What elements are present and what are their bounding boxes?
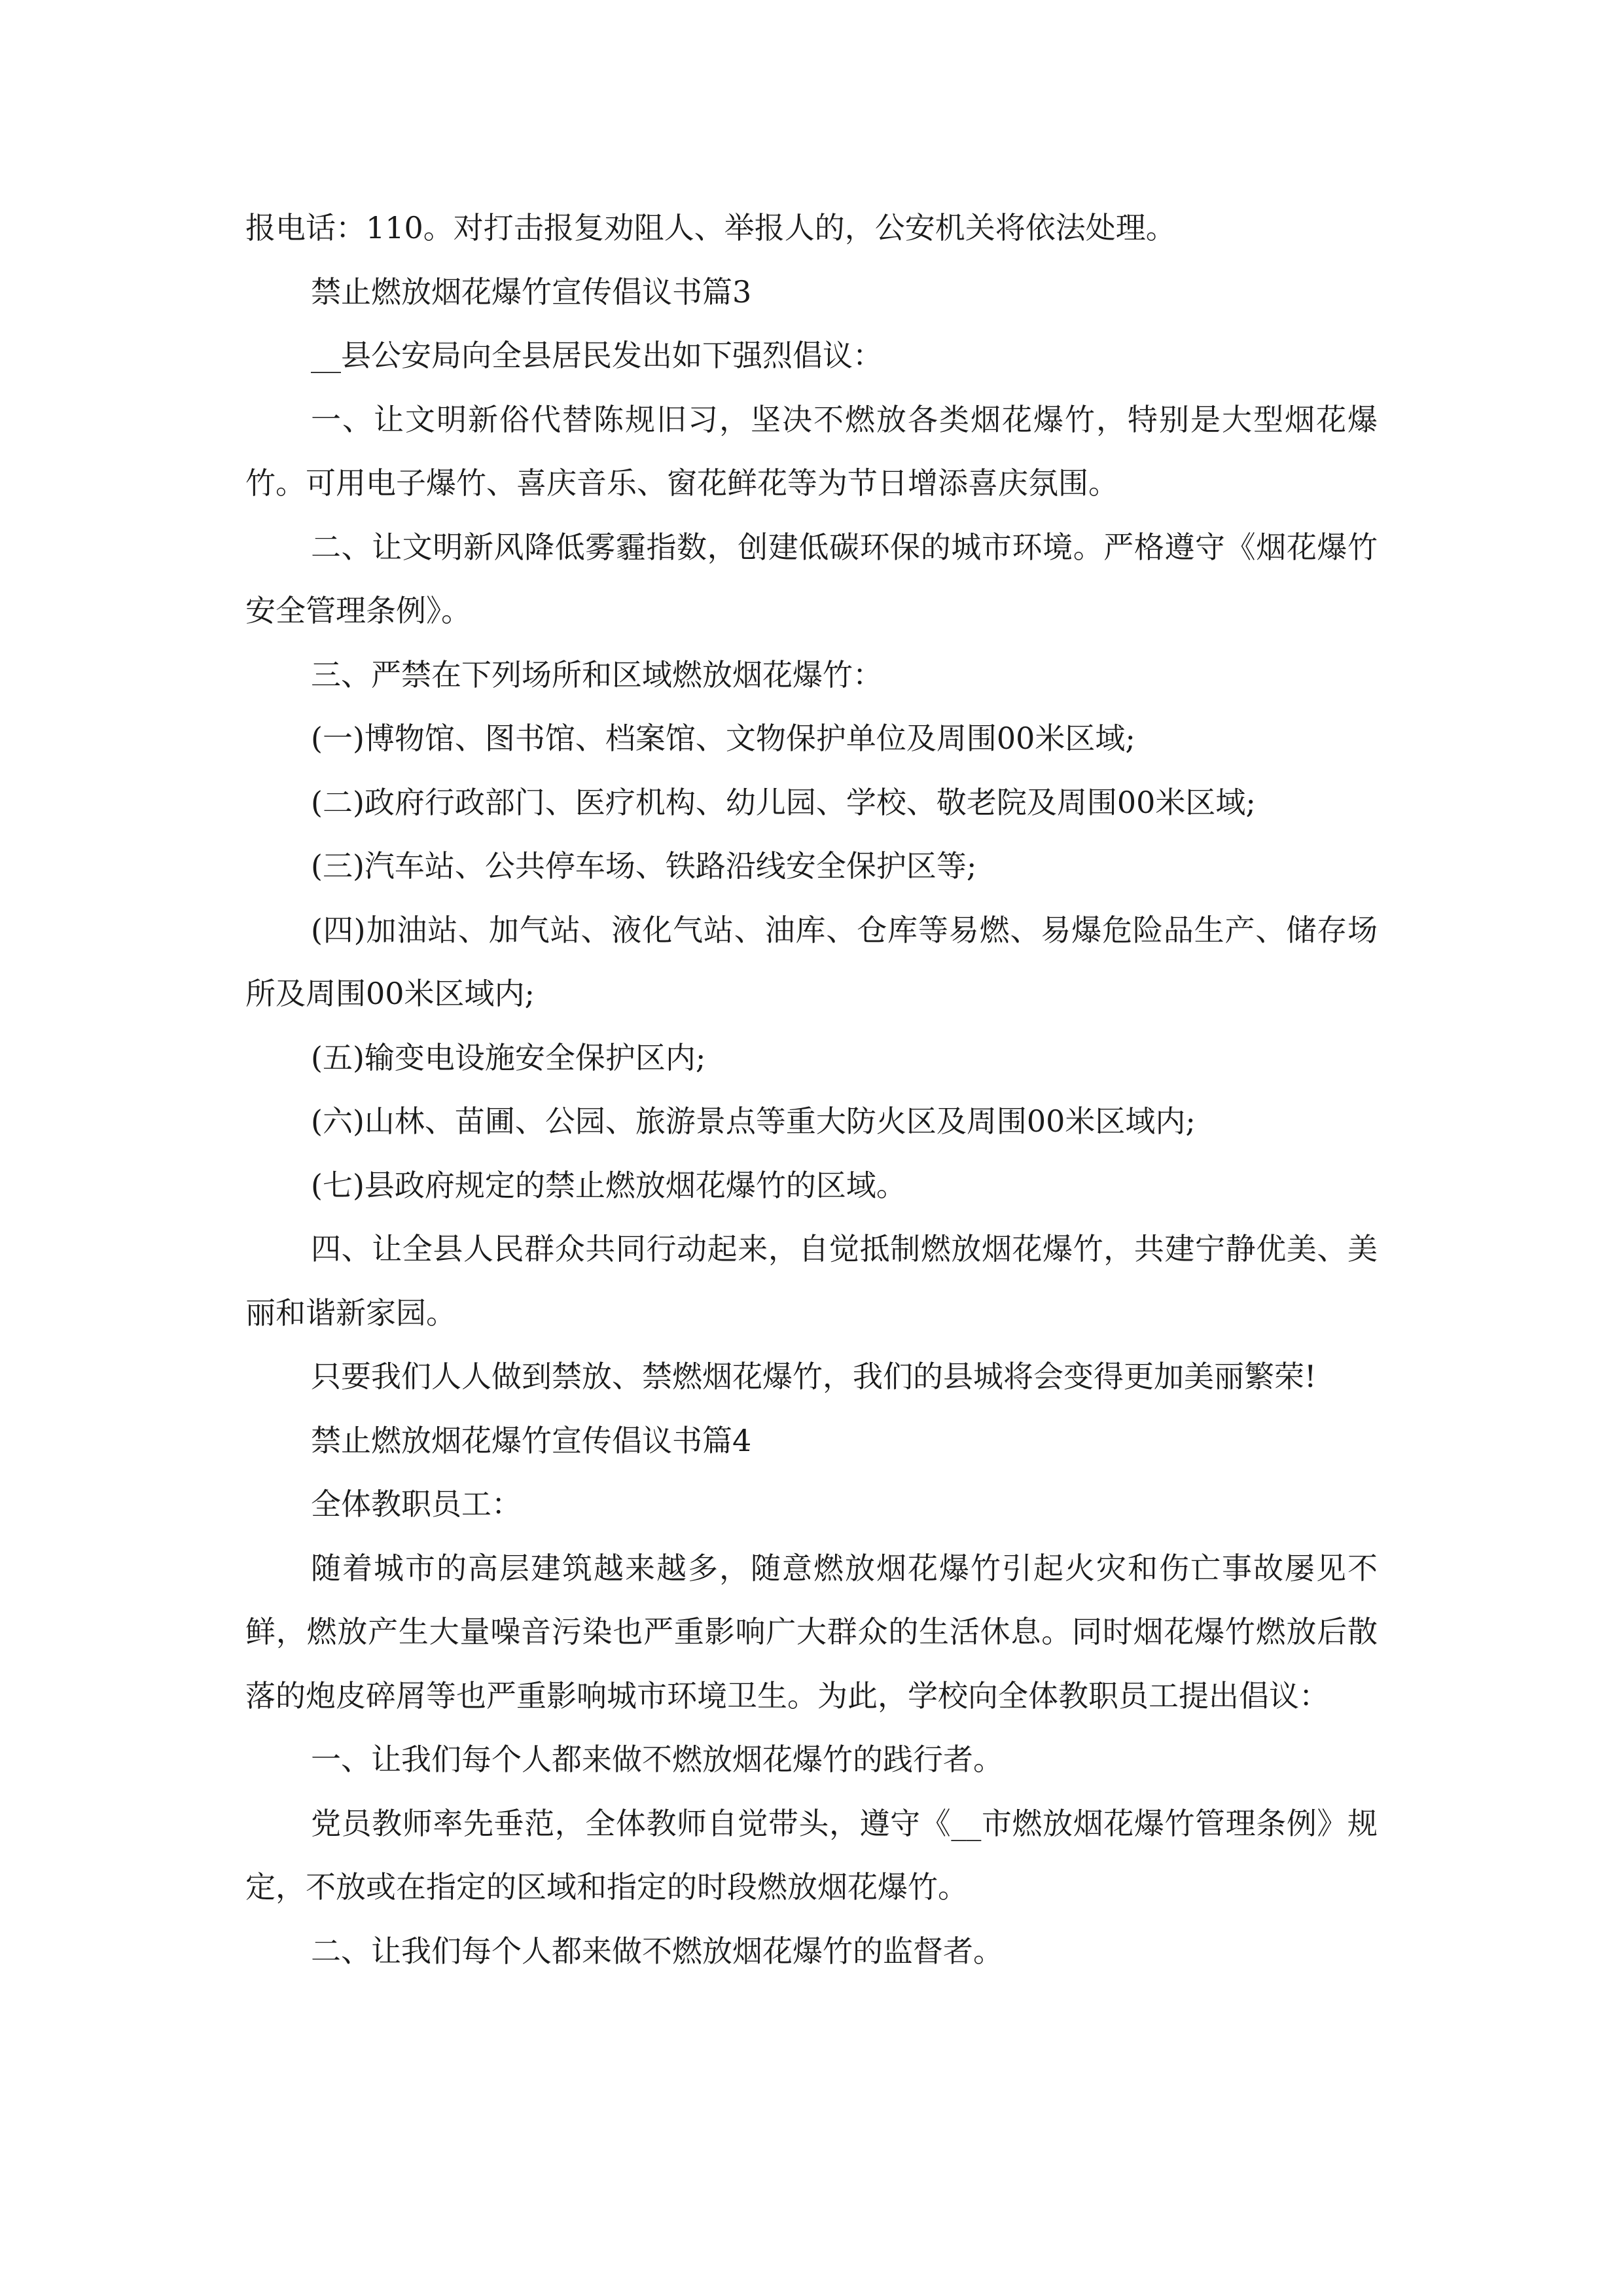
paragraph-report-phone: 报电话：110。对打击报复劝阻人、举报人的，公安机关将依法处理。 — [245, 210, 1176, 245]
paragraph-item-2: 二、让文明新风降低雾霾指数，创建低碳环保的城市环境。严格遵守《烟花爆竹安全管理条例》。 — [245, 529, 1378, 628]
section-heading-3: 禁止燃放烟花爆竹宣传倡议书篇3 — [311, 274, 752, 310]
document-body — [245, 196, 1378, 1983]
paragraph-item-1: 一、让文明新俗代替陈规旧习，坚决不燃放各类烟花爆竹，特别是大型烟花爆竹。可用电子爆竹、喜庆音乐、窗花鲜花等为节日增添喜庆氛围。 — [245, 401, 1378, 501]
list-item-area-4: (四)加油站、加气站、液化气站、油库、仓库等易燃、易爆危险品生产、储存场所及周围00米区域内; — [245, 912, 1378, 1011]
list-item-area-5: (五)输变电设施安全保护区内; — [311, 1039, 706, 1075]
paragraph-closing: 只要我们人人做到禁放、禁燃烟花爆竹，我们的县城将会变得更加美丽繁荣! — [311, 1359, 1317, 1394]
paragraph-proposal-2: 二、让我们每个人都来做不燃放烟花爆竹的监督者。 — [311, 1933, 1003, 1969]
list-item-area-3: (三)汽车站、公共停车场、铁路沿线安全保护区等; — [311, 848, 977, 884]
paragraph-item-4: 四、让全县人民群众共同行动起来，自觉抵制燃放烟花爆竹，共建宁静优美、美丽和谐新家园。 — [245, 1231, 1378, 1331]
paragraph-item-3: 三、严禁在下列场所和区域燃放烟花爆竹： — [311, 656, 883, 692]
paragraph-salutation: 全体教职员工： — [311, 1486, 522, 1522]
list-item-area-1: (一)博物馆、图书馆、档案馆、文物保护单位及周围00米区域; — [311, 721, 1135, 756]
list-item-area-6: (六)山林、苗圃、公园、旅游景点等重大防火区及周围00米区域内; — [311, 1103, 1196, 1139]
paragraph-party-members: 党员教师率先垂范，全体教师自觉带头，遵守《__市燃放烟花爆竹管理条例》规定，不放或在指定的区域和指定的时段燃放烟花爆竹。 — [245, 1805, 1378, 1905]
section-heading-4: 禁止燃放烟花爆竹宣传倡议书篇4 — [311, 1422, 752, 1458]
list-item-area-2: (二)政府行政部门、医疗机构、幼儿园、学校、敬老院及周围00米区域; — [311, 784, 1256, 820]
paragraph-intro-police: __县公安局向全县居民发出如下强烈倡议： — [311, 338, 883, 373]
paragraph-background: 随着城市的高层建筑越来越多，随意燃放烟花爆竹引起火灾和伤亡事故屡见不鲜，燃放产生大量噪音污染也严重影响广大群众的生活休息。同时烟花爆竹燃放后散落的炮皮碎屑等也严重影响城市环境卫生。为此，学校向全体教职员工提出倡议： — [245, 1550, 1378, 1713]
paragraph-proposal-1: 一、让我们每个人都来做不燃放烟花爆竹的践行者。 — [311, 1742, 1003, 1777]
list-item-area-7: (七)县政府规定的禁止燃放烟花爆竹的区域。 — [311, 1167, 906, 1203]
